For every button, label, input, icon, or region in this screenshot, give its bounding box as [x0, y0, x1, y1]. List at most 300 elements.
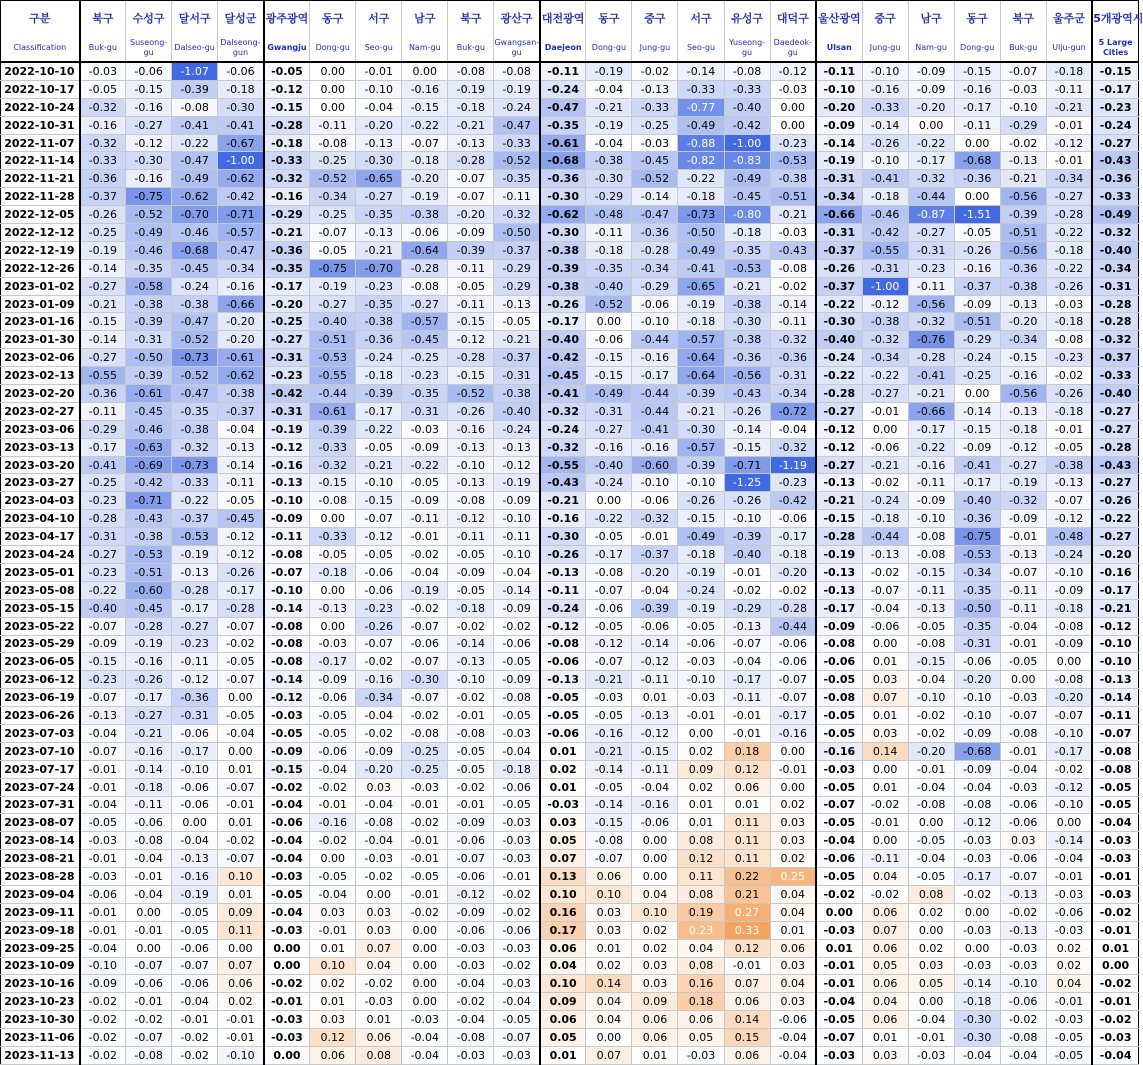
- cell-value: -0.08: [448, 724, 494, 742]
- cell-value: -0.75: [310, 259, 356, 277]
- column-header-12: 동구: [586, 1, 632, 36]
- cell-value: 0.00: [402, 993, 448, 1011]
- cell-value: -0.04: [1092, 1046, 1138, 1064]
- cell-value: -0.45: [172, 259, 218, 277]
- cell-value: -0.03: [678, 1046, 724, 1064]
- cell-value: 0.14: [586, 975, 632, 993]
- cell-value: -0.03: [494, 939, 540, 957]
- cell-value: -0.04: [126, 850, 172, 868]
- cell-value: -0.29: [632, 277, 678, 295]
- cell-value: -0.18: [678, 313, 724, 331]
- cell-value: -0.12: [448, 331, 494, 349]
- row-date: 2022-10-17: [1, 80, 80, 98]
- cell-value: -0.37: [494, 241, 540, 259]
- cell-value: -0.04: [80, 724, 126, 742]
- cell-value: -0.45: [126, 402, 172, 420]
- cell-value: -0.31: [494, 367, 540, 385]
- cell-value: -0.26: [724, 492, 770, 510]
- cell-value: 0.00: [908, 921, 954, 939]
- cell-value: -0.36: [80, 170, 126, 188]
- column-subheader-10: Gwangsan-gu: [494, 35, 540, 62]
- cell-value: 0.01: [218, 885, 264, 903]
- cell-value: 0.00: [264, 957, 310, 975]
- cell-value: -0.10: [356, 474, 402, 492]
- cell-value: -0.56: [908, 295, 954, 313]
- cell-value: -0.10: [494, 510, 540, 528]
- cell-value: -0.11: [908, 277, 954, 295]
- cell-value: -0.01: [1046, 116, 1092, 134]
- cell-value: -0.01: [1092, 993, 1138, 1011]
- cell-value: 0.00: [310, 62, 356, 80]
- table-row: [1, 832, 1139, 850]
- cell-value: -0.52: [172, 367, 218, 385]
- cell-value: 0.00: [908, 116, 954, 134]
- cell-value: -0.32: [310, 456, 356, 474]
- cell-value: -0.16: [310, 814, 356, 832]
- cell-value: 0.00: [586, 313, 632, 331]
- cell-value: -0.05: [1046, 1046, 1092, 1064]
- cell-value: -0.31: [770, 367, 816, 385]
- cell-value: -0.27: [1046, 188, 1092, 206]
- cell-value: -0.16: [126, 742, 172, 760]
- cell-value: -0.13: [1000, 402, 1046, 420]
- row-date: 2023-03-13: [1, 438, 80, 456]
- cell-value: -0.25: [402, 760, 448, 778]
- cell-value: -0.23: [356, 277, 402, 295]
- cell-value: 0.07: [586, 1046, 632, 1064]
- cell-value: -0.04: [494, 742, 540, 760]
- table-row: [1, 1011, 1139, 1029]
- cell-value: -0.14: [862, 116, 908, 134]
- cell-value: -0.28: [816, 385, 862, 403]
- table-row: [1, 1029, 1139, 1047]
- column-subheader-23: 5 Large Cities: [1092, 35, 1138, 62]
- cell-value: 0.06: [724, 1046, 770, 1064]
- cell-value: -0.31: [586, 402, 632, 420]
- cell-value: -0.06: [770, 1011, 816, 1029]
- cell-value: -0.12: [448, 885, 494, 903]
- cell-value: -0.03: [1092, 1029, 1138, 1047]
- cell-value: 0.07: [724, 975, 770, 993]
- row-date: 2022-12-26: [1, 259, 80, 277]
- cell-value: -0.10: [632, 474, 678, 492]
- cell-value: -0.21: [1092, 599, 1138, 617]
- cell-value: -0.11: [632, 760, 678, 778]
- cell-value: -0.42: [218, 188, 264, 206]
- cell-value: -0.02: [356, 653, 402, 671]
- cell-value: -0.07: [402, 653, 448, 671]
- cell-value: -0.03: [1000, 689, 1046, 707]
- cell-value: -0.06: [862, 617, 908, 635]
- cell-value: -0.05: [494, 796, 540, 814]
- cell-value: -0.51: [1000, 224, 1046, 242]
- cell-value: -0.19: [494, 474, 540, 492]
- cell-value: -0.11: [540, 581, 586, 599]
- cell-value: -0.02: [80, 993, 126, 1011]
- cell-value: -0.52: [586, 295, 632, 313]
- cell-value: -0.30: [356, 152, 402, 170]
- cell-value: -0.02: [1046, 760, 1092, 778]
- cell-value: -0.03: [448, 957, 494, 975]
- cell-value: -0.22: [1046, 259, 1092, 277]
- cell-value: -0.19: [678, 295, 724, 313]
- cell-value: -0.10: [218, 1046, 264, 1064]
- cell-value: -0.32: [1092, 224, 1138, 242]
- cell-value: 0.00: [954, 134, 1000, 152]
- cell-value: -0.11: [448, 528, 494, 546]
- cell-value: -0.02: [632, 62, 678, 80]
- cell-value: 0.00: [632, 832, 678, 850]
- cell-value: -0.56: [1000, 188, 1046, 206]
- cell-value: -0.05: [494, 1011, 540, 1029]
- cell-value: -0.02: [770, 581, 816, 599]
- cell-value: 0.00: [126, 903, 172, 921]
- cell-value: -0.05: [172, 903, 218, 921]
- row-date: 2023-03-20: [1, 456, 80, 474]
- cell-value: -0.83: [724, 152, 770, 170]
- cell-value: -0.06: [586, 599, 632, 617]
- cell-value: -0.06: [402, 635, 448, 653]
- cell-value: -0.06: [80, 885, 126, 903]
- cell-value: -0.04: [724, 653, 770, 671]
- cell-value: -0.36: [954, 510, 1000, 528]
- cell-value: -0.35: [494, 170, 540, 188]
- cell-value: -0.04: [908, 1011, 954, 1029]
- cell-value: -0.04: [448, 975, 494, 993]
- cell-value: -0.02: [310, 778, 356, 796]
- cell-value: 0.12: [724, 760, 770, 778]
- column-header-22: 울주군: [1046, 1, 1092, 36]
- cell-value: -0.69: [126, 456, 172, 474]
- cell-value: -0.53: [310, 349, 356, 367]
- table-row: [1, 277, 1139, 295]
- cell-value: -0.07: [586, 581, 632, 599]
- cell-value: -0.02: [494, 957, 540, 975]
- cell-value: -0.61: [126, 385, 172, 403]
- cell-value: 0.10: [632, 903, 678, 921]
- cell-value: -1.00: [862, 277, 908, 295]
- cell-value: -0.06: [632, 492, 678, 510]
- cell-value: -0.22: [172, 134, 218, 152]
- cell-value: -0.17: [586, 546, 632, 564]
- cell-value: -0.08: [264, 653, 310, 671]
- cell-value: 0.06: [586, 868, 632, 886]
- cell-value: -0.52: [310, 170, 356, 188]
- cell-value: -0.01: [402, 885, 448, 903]
- cell-value: -0.13: [540, 563, 586, 581]
- cell-value: -0.02: [448, 689, 494, 707]
- cell-value: -0.21: [586, 742, 632, 760]
- cell-value: -0.25: [310, 152, 356, 170]
- cell-value: -0.45: [632, 152, 678, 170]
- cell-value: -0.11: [770, 313, 816, 331]
- cell-value: -0.40: [1092, 385, 1138, 403]
- row-date: 2023-01-30: [1, 331, 80, 349]
- cell-value: -0.01: [724, 957, 770, 975]
- cell-value: -0.10: [908, 510, 954, 528]
- cell-value: -0.40: [1092, 241, 1138, 259]
- row-date: 2023-10-30: [1, 1011, 80, 1029]
- cell-value: -0.12: [264, 689, 310, 707]
- cell-value: -0.33: [862, 98, 908, 116]
- cell-value: -0.03: [678, 689, 724, 707]
- cell-value: 0.00: [402, 62, 448, 80]
- cell-value: -0.17: [632, 367, 678, 385]
- cell-value: -0.31: [862, 259, 908, 277]
- row-date: 2022-12-05: [1, 206, 80, 224]
- cell-value: 0.06: [862, 939, 908, 957]
- cell-value: -0.28: [770, 599, 816, 617]
- column-header-18: 중구: [862, 1, 908, 36]
- cell-value: 0.00: [862, 760, 908, 778]
- cell-value: -0.32: [494, 206, 540, 224]
- cell-value: -0.04: [264, 903, 310, 921]
- cell-value: -0.12: [218, 528, 264, 546]
- cell-value: -0.05: [1092, 778, 1138, 796]
- cell-value: -0.03: [908, 1046, 954, 1064]
- cell-value: -0.12: [540, 617, 586, 635]
- cell-value: -0.16: [80, 116, 126, 134]
- cell-value: -0.08: [586, 563, 632, 581]
- cell-value: -0.11: [310, 116, 356, 134]
- cell-value: -0.05: [80, 80, 126, 98]
- row-date: 2023-09-18: [1, 921, 80, 939]
- cell-value: -0.07: [724, 635, 770, 653]
- cell-value: -0.13: [494, 438, 540, 456]
- cell-value: -0.36: [1092, 170, 1138, 188]
- cell-value: -0.52: [632, 170, 678, 188]
- cell-value: -0.08: [1000, 1029, 1046, 1047]
- cell-value: -0.08: [402, 277, 448, 295]
- cell-value: 0.33: [724, 921, 770, 939]
- cell-value: -0.05: [448, 742, 494, 760]
- cell-value: -0.13: [816, 581, 862, 599]
- column-subheader-6: Dong-gu: [310, 35, 356, 62]
- cell-value: -0.49: [678, 241, 724, 259]
- cell-value: -0.21: [724, 277, 770, 295]
- cell-value: -0.05: [448, 277, 494, 295]
- cell-value: -0.04: [1000, 760, 1046, 778]
- cell-value: -0.53: [172, 528, 218, 546]
- cell-value: 0.10: [218, 868, 264, 886]
- cell-value: -0.17: [172, 742, 218, 760]
- column-header-1: 북구: [80, 1, 126, 36]
- cell-value: -0.15: [908, 563, 954, 581]
- cell-value: 0.04: [540, 957, 586, 975]
- cell-value: -0.49: [586, 385, 632, 403]
- cell-value: -0.28: [402, 259, 448, 277]
- cell-value: -0.17: [724, 671, 770, 689]
- row-date: 2022-10-31: [1, 116, 80, 134]
- cell-value: -0.24: [356, 349, 402, 367]
- cell-value: -0.04: [356, 707, 402, 725]
- cell-value: -0.25: [402, 349, 448, 367]
- header-row-korean: [1, 1, 1139, 36]
- cell-value: -0.44: [862, 528, 908, 546]
- cell-value: -0.05: [908, 832, 954, 850]
- cell-value: -0.42: [540, 349, 586, 367]
- cell-value: -0.04: [448, 1011, 494, 1029]
- column-subheader-21: Buk-gu: [1000, 35, 1046, 62]
- table-row: [1, 474, 1139, 492]
- column-subheader-11: Daejeon: [540, 35, 586, 62]
- cell-value: 0.02: [218, 993, 264, 1011]
- table-row: [1, 402, 1139, 420]
- cell-value: -0.01: [218, 796, 264, 814]
- cell-value: -0.13: [862, 546, 908, 564]
- cell-value: -0.04: [954, 778, 1000, 796]
- cell-value: -0.27: [264, 331, 310, 349]
- cell-value: -0.23: [770, 474, 816, 492]
- cell-value: -0.05: [816, 814, 862, 832]
- table-row: [1, 438, 1139, 456]
- cell-value: -0.02: [908, 707, 954, 725]
- cell-value: -0.01: [126, 868, 172, 886]
- table-row: [1, 796, 1139, 814]
- cell-value: 0.03: [862, 671, 908, 689]
- cell-value: -0.15: [724, 438, 770, 456]
- cell-value: 0.14: [724, 1011, 770, 1029]
- cell-value: -0.73: [172, 349, 218, 367]
- cell-value: -0.05: [816, 868, 862, 886]
- cell-value: -0.07: [80, 742, 126, 760]
- cell-value: -0.73: [172, 456, 218, 474]
- cell-value: -0.43: [770, 241, 816, 259]
- cell-value: -0.11: [954, 116, 1000, 134]
- cell-value: -0.70: [356, 259, 402, 277]
- cell-value: 0.12: [310, 1029, 356, 1047]
- cell-value: -0.13: [172, 563, 218, 581]
- cell-value: -0.37: [816, 277, 862, 295]
- cell-value: -0.12: [1000, 438, 1046, 456]
- cell-value: -0.07: [1046, 492, 1092, 510]
- cell-value: -0.20: [356, 760, 402, 778]
- cell-value: -0.38: [862, 313, 908, 331]
- cell-value: -0.18: [402, 152, 448, 170]
- cell-value: -0.06: [172, 724, 218, 742]
- cell-value: 0.02: [1046, 939, 1092, 957]
- cell-value: -0.14: [494, 581, 540, 599]
- cell-value: -0.82: [678, 152, 724, 170]
- cell-value: -0.17: [126, 689, 172, 707]
- cell-value: -0.22: [678, 170, 724, 188]
- cell-value: -0.13: [1000, 152, 1046, 170]
- cell-value: 0.11: [724, 814, 770, 832]
- cell-value: -0.09: [356, 742, 402, 760]
- cell-value: 0.03: [862, 1046, 908, 1064]
- cell-value: -0.27: [1092, 420, 1138, 438]
- cell-value: -0.02: [402, 546, 448, 564]
- cell-value: -0.18: [724, 224, 770, 242]
- cell-value: -0.43: [724, 385, 770, 403]
- cell-value: 0.01: [862, 707, 908, 725]
- cell-value: -0.16: [1092, 563, 1138, 581]
- cell-value: -0.15: [448, 313, 494, 331]
- cell-value: -0.13: [724, 617, 770, 635]
- cell-value: -0.14: [632, 635, 678, 653]
- cell-value: -0.01: [724, 724, 770, 742]
- cell-value: 0.00: [310, 80, 356, 98]
- cell-value: -0.39: [540, 259, 586, 277]
- cell-value: -0.22: [816, 295, 862, 313]
- cell-value: -0.23: [80, 492, 126, 510]
- cell-value: -0.05: [310, 546, 356, 564]
- cell-value: -0.12: [816, 420, 862, 438]
- cell-value: -0.05: [402, 474, 448, 492]
- cell-value: -0.01: [816, 975, 862, 993]
- cell-value: -0.35: [540, 116, 586, 134]
- cell-value: -0.38: [126, 528, 172, 546]
- cell-value: -0.12: [862, 295, 908, 313]
- cell-value: -0.51: [126, 563, 172, 581]
- cell-value: -0.61: [310, 402, 356, 420]
- cell-value: -0.21: [678, 402, 724, 420]
- cell-value: -0.11: [816, 62, 862, 80]
- cell-value: 0.10: [540, 885, 586, 903]
- cell-value: -0.23: [770, 134, 816, 152]
- row-date: 2023-07-24: [1, 778, 80, 796]
- cell-value: -0.46: [126, 241, 172, 259]
- table-row: [1, 671, 1139, 689]
- cell-value: -0.04: [632, 778, 678, 796]
- cell-value: -0.08: [908, 546, 954, 564]
- cell-value: 0.06: [678, 1011, 724, 1029]
- cell-value: -0.38: [356, 313, 402, 331]
- cell-value: -0.12: [954, 814, 1000, 832]
- cell-value: -0.28: [448, 349, 494, 367]
- table-row: [1, 313, 1139, 331]
- cell-value: -0.08: [1046, 671, 1092, 689]
- cell-value: -0.33: [1092, 367, 1138, 385]
- cell-value: -0.57: [218, 224, 264, 242]
- cell-value: -0.76: [908, 331, 954, 349]
- row-date: 2023-09-04: [1, 885, 80, 903]
- cell-value: -0.13: [816, 474, 862, 492]
- cell-value: -0.66: [218, 295, 264, 313]
- cell-value: -0.08: [724, 62, 770, 80]
- cell-value: -0.07: [448, 170, 494, 188]
- cell-value: -0.27: [1092, 474, 1138, 492]
- cell-value: 0.01: [540, 742, 586, 760]
- cell-value: -0.05: [80, 814, 126, 832]
- cell-value: -0.07: [770, 671, 816, 689]
- cell-value: -0.43: [1092, 456, 1138, 474]
- cell-value: -0.02: [724, 581, 770, 599]
- cell-value: -0.01: [908, 760, 954, 778]
- cell-value: -0.13: [632, 80, 678, 98]
- cell-value: 0.02: [632, 921, 678, 939]
- cell-value: -0.34: [954, 563, 1000, 581]
- cell-value: -0.12: [1046, 778, 1092, 796]
- cell-value: 0.05: [540, 832, 586, 850]
- cell-value: -0.34: [356, 689, 402, 707]
- cell-value: 0.00: [954, 385, 1000, 403]
- cell-value: -0.10: [1000, 98, 1046, 116]
- cell-value: -0.19: [586, 116, 632, 134]
- cell-value: -0.10: [448, 456, 494, 474]
- cell-value: 0.23: [678, 921, 724, 939]
- cell-value: -0.10: [264, 492, 310, 510]
- cell-value: -0.18: [1046, 402, 1092, 420]
- cell-value: 0.00: [172, 814, 218, 832]
- cell-value: -0.48: [1046, 528, 1092, 546]
- row-date: 2023-06-12: [1, 671, 80, 689]
- cell-value: -0.05: [586, 707, 632, 725]
- cell-value: -0.37: [494, 349, 540, 367]
- column-subheader-5: Gwangju: [264, 35, 310, 62]
- cell-value: -0.24: [1092, 116, 1138, 134]
- cell-value: -0.11: [448, 259, 494, 277]
